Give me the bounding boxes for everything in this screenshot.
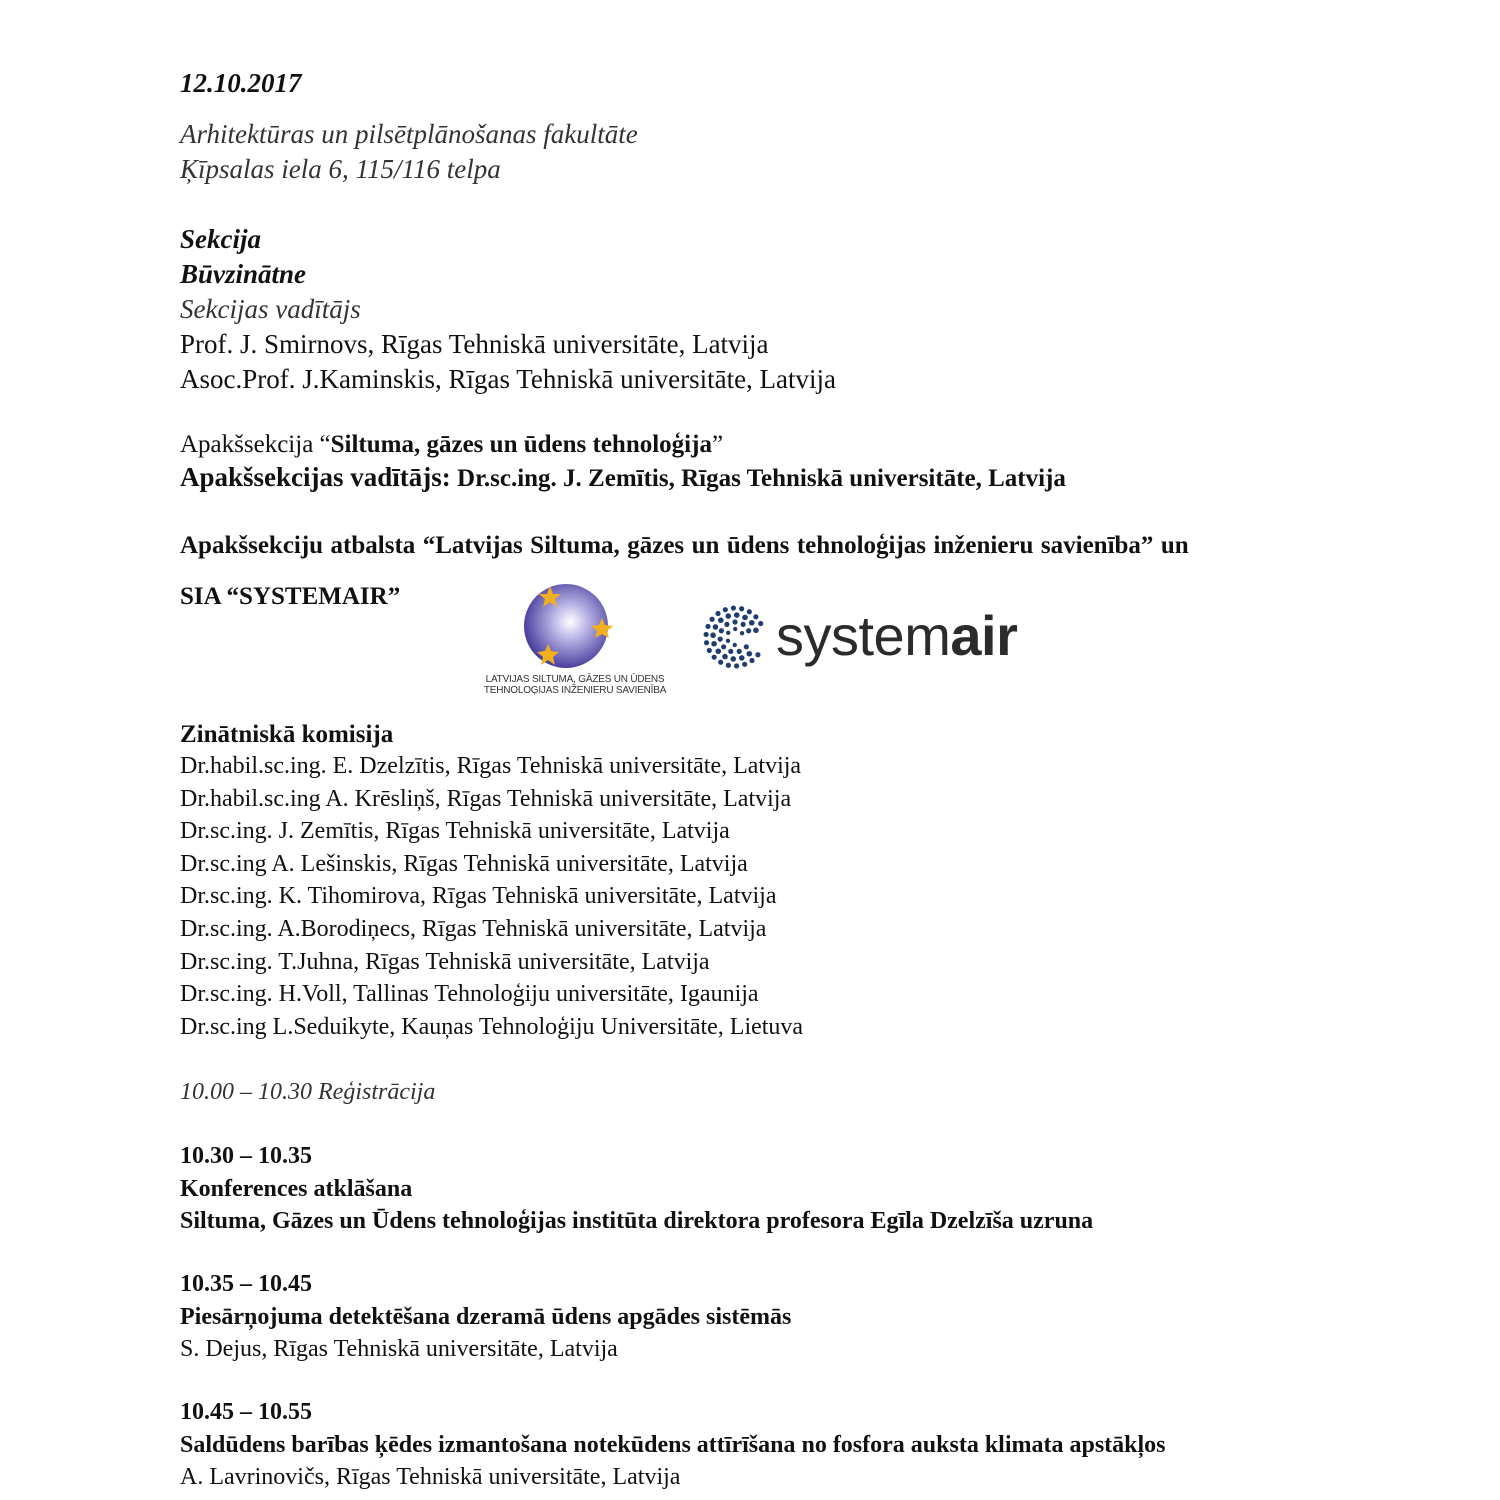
systemair-logo: [700, 602, 1040, 672]
subsection-chair: Dr.sc.ing. J. Zemītis, Rīgas Tehniskā universitāte, Latvija: [457, 465, 1066, 492]
program-title: Konferences atklāšana: [180, 1175, 413, 1202]
committee-member: Dr.sc.ing A. Lešinskis, Rīgas Tehniskā universitāte, Latvija: [180, 850, 748, 877]
systemair-dot: [731, 605, 736, 610]
subsection-prefix: Apakšsekcija “: [180, 431, 331, 458]
committee-member: Dr.sc.ing. K. Tihomirova, Rīgas Tehniskā universitāte, Latvija: [180, 883, 777, 910]
systemair-dot: [718, 617, 724, 623]
systemair-dot: [755, 652, 760, 657]
systemair-dot: [739, 655, 745, 661]
lsgutis-logo-text: LATVIJAS SILTUMA, GĀZES UN ŪDENS TEHNOLOĢIJAS INŽENIERU SAVIENĪBA: [483, 674, 667, 696]
systemair-dot: [723, 607, 728, 612]
systemair-dot: [722, 654, 728, 660]
sponsor-logos: [480, 580, 1040, 710]
section-chair: Asoc.Prof. J.Kaminskis, Rīgas Tehniskā universitāte, Latvija: [180, 364, 837, 394]
systemair-dot: [733, 627, 737, 631]
systemair-dot: [753, 614, 758, 619]
systemair-dot: [719, 628, 724, 633]
systemair-dot: [730, 656, 736, 662]
program-time: 10.30 – 10.35: [180, 1143, 312, 1169]
subsection-suffix: ”: [711, 431, 724, 458]
systemair-dot: [740, 631, 744, 635]
program-speaker: S. Dejus, Rīgas Tehniskā universitāte, Latvija: [180, 1336, 618, 1363]
program-time: 10.35 – 10.45: [180, 1271, 312, 1297]
program-title: Saldūdens barības ķēdes izmantošana notekūdens attīrīšana no fosfora auksta klimata apstākļos: [180, 1431, 1166, 1458]
committee-title: Zinātniskā komisija: [180, 721, 394, 748]
systemair-dot: [732, 619, 737, 624]
systemair-dot: [715, 611, 720, 616]
section-chair: Prof. J. Smirnovs, Rīgas Tehniskā universitāte, Latvija: [180, 329, 769, 359]
systemair-dot: [726, 639, 730, 643]
systemair-dot: [749, 658, 754, 663]
committee-member: Dr.sc.ing L.Seduikyte, Kauņas Tehnoloģiju Universitāte, Lietuva: [180, 1013, 804, 1040]
systemair-dot: [713, 624, 719, 630]
lsgutis-logo: [480, 580, 670, 700]
committee-member: Dr.habil.sc.ing. E. Dzelzītis, Rīgas Tehniskā universitāte, Latvija: [180, 753, 802, 779]
systemair-dot: [710, 632, 716, 638]
systemair-dot: [746, 651, 752, 657]
program-title: Piesārņojuma detektēšana dzeramā ūdens apgādes sistēmās: [180, 1303, 792, 1330]
systemair-dot: [739, 606, 744, 611]
committee-member: Dr.sc.ing. H.Voll, Tallinas Tehnoloģiju universitāte, Igaunija: [180, 981, 759, 1008]
systemair-dot: [715, 648, 721, 654]
systemair-dot: [741, 622, 746, 627]
systemair-dot: [734, 663, 739, 668]
registration: 10.00 – 10.30 Reģistrācija: [180, 1079, 436, 1105]
systemair-dot: [718, 637, 723, 642]
systemair-dot: [747, 609, 752, 614]
systemair-dot: [758, 621, 763, 626]
systemair-dot: [704, 640, 709, 645]
subsection-name: Siltuma, gāzes un ūdens tehnoloģija: [330, 431, 712, 458]
systemair-dot: [707, 648, 712, 653]
systemair-dot: [725, 613, 731, 619]
venue-faculty: Arhitektūras un pilsētplānošanas fakultāte: [180, 119, 638, 149]
systemair-dot: [733, 643, 737, 647]
systemair-dot: [742, 662, 747, 667]
program-speaker: A. Lavrinovičs, Rīgas Tehniskā universitāte, Latvija: [180, 1464, 681, 1491]
program-subtitle: Siltuma, Gāzes un Ūdens tehnoloģijas institūta direktora profesora Egīla Dzelzīša uzruna: [180, 1208, 1094, 1235]
systemair-dot: [709, 617, 714, 622]
systemair-dot: [726, 631, 730, 635]
systemair-dot: [721, 644, 726, 649]
support-line-2: SIA “SYSTEMAIR”: [180, 583, 401, 610]
subsection-chair-line: [180, 461, 1066, 495]
program-time: 10.45 – 10.55: [180, 1399, 312, 1425]
systemair-dots-icon: [700, 602, 770, 672]
systemair-dot: [746, 628, 751, 633]
systemair-dot: [742, 615, 748, 621]
event-date: 12.10.2017: [180, 68, 302, 98]
systemair-dot: [724, 622, 729, 627]
committee-member: Dr.sc.ing. A.Borodiņecs, Rīgas Tehniskā universitāte, Latvija: [180, 916, 767, 942]
subsection-line: [180, 428, 723, 461]
section-label: Sekcija: [180, 224, 261, 254]
systemair-dot: [753, 627, 759, 633]
committee-member: Dr.sc.ing. J. Zemītis, Rīgas Tehniskā universitāte, Latvija: [180, 818, 730, 845]
systemair-wordmark: systemair: [776, 604, 1018, 667]
systemair-dot: [749, 620, 755, 626]
subsection-chair-label: Apakšsekcijas vadītājs:: [180, 462, 451, 492]
systemair-dot: [728, 649, 733, 654]
venue-address: Ķīpsalas iela 6, 115/116 telpa: [180, 154, 501, 184]
systemair-dot: [737, 649, 742, 654]
committee-member: Dr.sc.ing. T.Juhna, Rīgas Tehniskā universitāte, Latvija: [180, 948, 710, 975]
systemair-dot: [718, 660, 723, 665]
systemair-dot: [712, 655, 717, 660]
committee-member: Dr.habil.sc.ing A. Krēsliņš, Rīgas Tehniskā universitāte, Latvija: [180, 785, 792, 812]
section-chairs-label: Sekcijas vadītājs: [180, 294, 361, 324]
systemair-dot: [705, 624, 710, 629]
support-line-1: Apakšsekciju atbalsta “Latvijas Siltuma, gāzes un ūdens tehnoloģijas inženieru savienība” un: [180, 532, 1189, 559]
systemair-dot: [704, 632, 709, 637]
systemair-dot: [711, 641, 717, 647]
lsgutis-globe-icon: [480, 580, 670, 675]
systemair-dot: [744, 644, 749, 649]
systemair-dot: [734, 612, 740, 618]
systemair-dot: [726, 663, 731, 668]
section-name: Būvzinātne: [180, 259, 307, 289]
